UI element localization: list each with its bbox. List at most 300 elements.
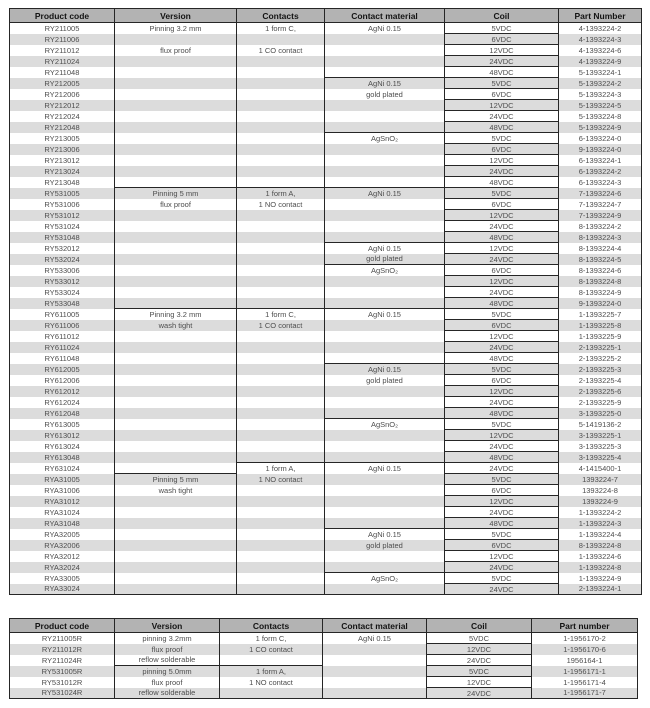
cell-product-code: RY611024 (44, 342, 80, 352)
table-row (10, 56, 642, 67)
cell-part-number: 3-1393225-0 (559, 408, 642, 419)
column-header-version: Version (115, 9, 237, 23)
column-header-product-code: Product code (10, 9, 115, 23)
cell-coil: 24VDC (445, 56, 559, 67)
cell-contact-material: AgNi 0.15 (323, 633, 427, 644)
column-header-version: Version (115, 619, 220, 633)
cell-contacts (237, 419, 325, 430)
cell-coil: 12VDC (445, 45, 559, 56)
cell-coil: 5VDC (445, 573, 559, 584)
cell-version (115, 100, 237, 111)
reflow-table-body (10, 633, 638, 699)
cell-contacts (237, 573, 325, 584)
cell-contact-material (325, 562, 445, 573)
cell-coil: 6VDC (445, 89, 559, 100)
cell-part-number: 2-1393224-1 (559, 584, 642, 595)
cell-version (115, 56, 237, 67)
cell-part-number: 7-1393224-7 (559, 199, 642, 210)
cell-contact-material: AgNi 0.15 (325, 23, 445, 34)
cell-part-number: 1393224-8 (559, 485, 642, 496)
cell-version: Pinning 5 mm (115, 474, 237, 485)
table-row (10, 507, 642, 518)
cell-coil: 48VDC (445, 408, 559, 419)
cell-product-code: RY611048 (44, 353, 80, 363)
cell-version (115, 375, 237, 386)
cell-coil: 5VDC (445, 78, 559, 89)
cell-part-number: 6-1393224-0 (559, 133, 642, 144)
cell-contact-material (325, 56, 445, 67)
table-row (10, 243, 642, 254)
cell-version (115, 364, 237, 375)
cell-version (115, 243, 237, 254)
table-row (10, 463, 642, 474)
cell-coil: 12VDC (445, 551, 559, 562)
column-header-contact-material: Contact material (325, 9, 445, 23)
cell-part-number: 1-1956170-6 (532, 644, 638, 655)
cell-contact-material (323, 677, 427, 688)
cell-contact-material (325, 177, 445, 188)
table-row (10, 144, 642, 155)
part-number-table (9, 8, 642, 595)
cell-coil: 6VDC (445, 144, 559, 155)
cell-version (115, 573, 237, 584)
cell-contacts (237, 507, 325, 518)
cell-coil: 24VDC (445, 111, 559, 122)
cell-product-code: RYA31006 (44, 485, 80, 495)
reflow-table-header (10, 619, 638, 633)
cell-contacts: 1 CO contact (237, 45, 325, 56)
cell-coil: 24VDC (445, 463, 559, 474)
cell-version: wash tight (115, 320, 237, 331)
cell-contacts: 1 form C, (220, 633, 323, 644)
cell-coil: 5VDC (445, 529, 559, 540)
cell-coil: 12VDC (427, 677, 532, 688)
table-row (10, 364, 642, 375)
cell-product-code: RY212005 (44, 78, 80, 88)
table-row (10, 298, 642, 309)
cell-contacts (237, 496, 325, 507)
cell-contact-material: AgSnO₂ (325, 419, 445, 430)
cell-contacts: 1 CO contact (220, 644, 323, 655)
cell-contacts (237, 122, 325, 133)
table-row (10, 397, 642, 408)
cell-contact-material (325, 122, 445, 133)
cell-version (115, 353, 237, 364)
cell-product-code: RY533024 (44, 287, 80, 297)
table-row (10, 100, 642, 111)
cell-contacts (237, 298, 325, 309)
cell-contacts (237, 254, 325, 265)
cell-contact-material: AgNi 0.15 (325, 78, 445, 89)
cell-coil: 6VDC (445, 34, 559, 45)
cell-contact-material: AgNi 0.15 (325, 243, 445, 254)
table-row (10, 452, 642, 463)
cell-contact-material (325, 353, 445, 364)
cell-coil: 12VDC (445, 386, 559, 397)
cell-contacts (237, 364, 325, 375)
table-row (10, 419, 642, 430)
cell-version: flux proof (115, 199, 237, 210)
cell-coil: 12VDC (445, 155, 559, 166)
cell-version (115, 67, 237, 78)
cell-part-number: 5-1419136-2 (559, 419, 642, 430)
cell-part-number: 1-1393224-3 (559, 518, 642, 529)
table-row (10, 210, 642, 221)
cell-contact-material (325, 430, 445, 441)
column-header-coil: Coil (445, 9, 559, 23)
cell-contacts (237, 177, 325, 188)
cell-coil: 5VDC (445, 309, 559, 320)
cell-contact-material (325, 100, 445, 111)
cell-part-number: 8-1393224-2 (559, 221, 642, 232)
cell-coil: 5VDC (427, 633, 532, 644)
cell-part-number: 5-1393224-3 (559, 89, 642, 100)
cell-version (115, 540, 237, 551)
table-row (10, 133, 642, 144)
cell-coil: 24VDC (445, 221, 559, 232)
cell-contact-material (325, 166, 445, 177)
cell-product-code: RY612048 (44, 408, 80, 418)
cell-contacts: 1 NO contact (237, 199, 325, 210)
table-row (10, 320, 642, 331)
cell-part-number: 2-1393225-2 (559, 353, 642, 364)
cell-product-code: RYA32005 (44, 529, 80, 539)
cell-coil: 6VDC (445, 540, 559, 551)
cell-contact-material (325, 551, 445, 562)
cell-coil: 6VDC (445, 320, 559, 331)
cell-product-code: RY213006 (44, 144, 80, 154)
cell-product-code: RY612012 (44, 386, 80, 396)
cell-coil: 6VDC (445, 265, 559, 276)
cell-coil: 5VDC (445, 474, 559, 485)
cell-contacts (237, 518, 325, 529)
cell-version (115, 276, 237, 287)
cell-product-code: RY211006 (44, 34, 80, 44)
cell-contacts (237, 166, 325, 177)
cell-contact-material: AgSnO₂ (325, 265, 445, 276)
column-header-coil: Coil (427, 619, 532, 633)
cell-product-code: RY212024 (44, 111, 80, 121)
cell-part-number: 1-1393224-6 (559, 551, 642, 562)
cell-product-code: RYA31024 (44, 507, 80, 517)
cell-part-number: 1-1393224-8 (559, 562, 642, 573)
cell-contact-material (325, 320, 445, 331)
cell-contact-material (323, 655, 427, 666)
cell-version (115, 144, 237, 155)
table-row (10, 655, 638, 666)
cell-product-code: RYA31005 (44, 474, 80, 484)
cell-part-number: 1-1393224-4 (559, 529, 642, 540)
cell-contacts (237, 133, 325, 144)
cell-part-number: 9-1393224-0 (559, 298, 642, 309)
cell-coil: 48VDC (445, 518, 559, 529)
cell-contact-material (325, 507, 445, 518)
cell-part-number: 5-1393224-1 (559, 67, 642, 78)
cell-version (115, 463, 237, 474)
cell-part-number: 7-1393224-6 (559, 188, 642, 199)
cell-contacts (237, 155, 325, 166)
cell-product-code: RY212006 (44, 89, 80, 99)
table-row (10, 485, 642, 496)
cell-coil: 12VDC (445, 331, 559, 342)
cell-contacts (237, 562, 325, 573)
cell-version (115, 122, 237, 133)
cell-contact-material (325, 397, 445, 408)
cell-version (115, 518, 237, 529)
cell-product-code: RY531024R (41, 688, 83, 698)
cell-version (115, 78, 237, 89)
cell-contact-material (323, 644, 427, 655)
cell-part-number: 1393224-9 (559, 496, 642, 507)
cell-part-number: 8-1393224-3 (559, 232, 642, 243)
cell-product-code: RY611012 (44, 331, 80, 341)
cell-contacts (237, 551, 325, 562)
cell-product-code: RYA33024 (44, 584, 80, 594)
table-row (10, 188, 642, 199)
cell-product-code: RY612005 (44, 364, 80, 374)
cell-contacts (237, 100, 325, 111)
cell-version (115, 287, 237, 298)
cell-product-code: RY531024 (44, 221, 80, 231)
cell-coil: 24VDC (445, 397, 559, 408)
cell-contact-material (325, 276, 445, 287)
cell-product-code: RY612024 (44, 397, 80, 407)
cell-coil: 48VDC (445, 353, 559, 364)
table-row (10, 441, 642, 452)
cell-version (115, 221, 237, 232)
cell-product-code: RY531005 (44, 188, 80, 198)
cell-part-number: 4-1393224-2 (559, 23, 642, 34)
header-row (10, 9, 642, 23)
table-row (10, 688, 638, 699)
cell-contacts (237, 221, 325, 232)
table-row (10, 353, 642, 364)
cell-contacts (237, 529, 325, 540)
cell-contacts (237, 540, 325, 551)
cell-version (115, 529, 237, 540)
cell-version: pinning 3.2mm (115, 633, 220, 644)
table-row (10, 342, 642, 353)
cell-part-number: 9-1393224-0 (559, 144, 642, 155)
cell-version: reflow solderable (115, 688, 220, 699)
cell-contact-material (325, 155, 445, 166)
cell-contact-material: gold plated (325, 540, 445, 551)
cell-product-code: RY213005 (44, 133, 80, 143)
cell-version: flux proof (115, 644, 220, 655)
cell-contacts: 1 NO contact (220, 677, 323, 688)
table-row (10, 34, 642, 45)
table-row (10, 177, 642, 188)
cell-product-code: RY531048 (44, 232, 80, 242)
cell-version (115, 452, 237, 463)
cell-coil: 5VDC (445, 188, 559, 199)
cell-contact-material (325, 496, 445, 507)
cell-contacts (237, 34, 325, 45)
cell-version: Pinning 3.2 mm (115, 23, 237, 34)
cell-part-number: 6-1393224-2 (559, 166, 642, 177)
cell-product-code: RY212048 (44, 122, 80, 132)
cell-contact-material: gold plated (325, 254, 445, 265)
cell-contact-material (325, 584, 445, 595)
cell-coil: 48VDC (445, 452, 559, 463)
table-row (10, 276, 642, 287)
cell-coil: 6VDC (445, 199, 559, 210)
table-row (10, 23, 642, 34)
cell-version (115, 507, 237, 518)
cell-coil: 12VDC (445, 210, 559, 221)
cell-contacts (237, 89, 325, 100)
cell-part-number: 1-1393224-9 (559, 573, 642, 584)
cell-coil: 24VDC (427, 688, 532, 699)
cell-contact-material (325, 298, 445, 309)
cell-contact-material: AgNi 0.15 (325, 463, 445, 474)
cell-product-code: RY611005 (44, 309, 80, 319)
cell-coil: 48VDC (445, 122, 559, 133)
cell-contact-material (325, 45, 445, 56)
cell-product-code: RY611006 (44, 320, 80, 330)
cell-part-number: 8-1393224-8 (559, 276, 642, 287)
cell-product-code: RY213012 (44, 155, 80, 165)
cell-part-number: 8-1393224-8 (559, 540, 642, 551)
cell-part-number: 1-1393225-8 (559, 320, 642, 331)
cell-contacts (237, 375, 325, 386)
cell-contact-material: AgNi 0.15 (325, 364, 445, 375)
cell-version (115, 551, 237, 562)
cell-version (115, 210, 237, 221)
cell-part-number: 1-1956171-7 (532, 688, 638, 699)
cell-coil: 48VDC (445, 67, 559, 78)
cell-version (115, 232, 237, 243)
cell-version (115, 386, 237, 397)
column-header-part-number: Part number (532, 619, 638, 633)
cell-contacts (237, 67, 325, 78)
cell-product-code: RY212012 (44, 100, 80, 110)
cell-product-code: RYA32012 (44, 551, 80, 561)
cell-coil: 12VDC (445, 430, 559, 441)
table-row (10, 122, 642, 133)
cell-coil: 12VDC (445, 496, 559, 507)
table-row (10, 474, 642, 485)
cell-contact-material: gold plated (325, 89, 445, 100)
cell-coil: 24VDC (445, 166, 559, 177)
cell-version (115, 177, 237, 188)
cell-part-number: 2-1393225-3 (559, 364, 642, 375)
cell-product-code: RYA32024 (44, 562, 80, 572)
cell-contacts (237, 287, 325, 298)
cell-version (115, 155, 237, 166)
part-number-table-header (10, 9, 642, 23)
table-row (10, 644, 638, 655)
cell-coil: 24VDC (445, 342, 559, 353)
cell-coil: 6VDC (445, 485, 559, 496)
table-row (10, 584, 642, 595)
cell-part-number: 1-1393224-2 (559, 507, 642, 518)
cell-contacts (237, 397, 325, 408)
cell-version: wash tight (115, 485, 237, 496)
column-header-contact-material: Contact material (323, 619, 427, 633)
cell-coil: 12VDC (427, 644, 532, 655)
table-row (10, 89, 642, 100)
table-row (10, 111, 642, 122)
cell-product-code: RY612006 (44, 375, 80, 385)
cell-version: Pinning 3.2 mm (115, 309, 237, 320)
cell-contacts (237, 243, 325, 254)
cell-contacts (237, 56, 325, 67)
cell-version (115, 166, 237, 177)
cell-contacts: 1 form A, (237, 188, 325, 199)
cell-coil: 48VDC (445, 232, 559, 243)
cell-part-number: 7-1393224-9 (559, 210, 642, 221)
table-row (10, 331, 642, 342)
cell-contacts (237, 408, 325, 419)
cell-coil: 5VDC (445, 23, 559, 34)
cell-contact-material: AgNi 0.15 (325, 309, 445, 320)
cell-contacts (220, 655, 323, 666)
cell-product-code: RY211024 (44, 56, 80, 66)
cell-product-code: RY533012 (44, 276, 80, 286)
cell-contacts (237, 111, 325, 122)
cell-contact-material (325, 210, 445, 221)
column-header-part-number: Part Number (559, 9, 642, 23)
table-row (10, 232, 642, 243)
cell-part-number: 8-1393224-4 (559, 243, 642, 254)
table-row (10, 666, 638, 677)
cell-product-code: RY613012 (44, 430, 80, 440)
cell-version (115, 89, 237, 100)
cell-contacts: 1 form A, (237, 463, 325, 474)
cell-product-code: RY531012R (41, 677, 83, 687)
cell-version: reflow solderable (115, 655, 220, 666)
cell-part-number: 1-1956170-2 (532, 633, 638, 644)
reflow-part-number-table (9, 618, 638, 699)
cell-contacts: 1 NO contact (237, 474, 325, 485)
cell-contacts (237, 232, 325, 243)
cell-part-number: 4-1415400-1 (559, 463, 642, 474)
cell-product-code: RY211005R (41, 633, 83, 643)
cell-part-number: 4-1393224-9 (559, 56, 642, 67)
table-row (10, 677, 638, 688)
table-row (10, 408, 642, 419)
cell-contacts: 1 CO contact (237, 320, 325, 331)
table-row (10, 287, 642, 298)
cell-product-code: RY531006 (44, 199, 80, 209)
table-row (10, 633, 638, 644)
table-row (10, 78, 642, 89)
cell-contact-material (325, 111, 445, 122)
cell-part-number: 6-1393224-3 (559, 177, 642, 188)
cell-part-number: 8-1393224-9 (559, 287, 642, 298)
cell-contact-material (325, 408, 445, 419)
cell-product-code: RY613048 (44, 452, 80, 462)
cell-product-code: RY631024 (44, 463, 80, 473)
cell-contact-material: AgSnO₂ (325, 573, 445, 584)
cell-product-code: RY531005R (41, 666, 83, 676)
cell-coil: 24VDC (427, 655, 532, 666)
cell-contacts: 1 form A, (220, 666, 323, 677)
cell-coil: 24VDC (445, 441, 559, 452)
table-row (10, 562, 642, 573)
cell-product-code: RY531012 (44, 210, 80, 220)
cell-part-number: 4-1393224-6 (559, 45, 642, 56)
column-header-contacts: Contacts (237, 9, 325, 23)
cell-product-code: RY211005 (44, 23, 80, 33)
cell-contacts (237, 265, 325, 276)
cell-version (115, 111, 237, 122)
table-row (10, 496, 642, 507)
cell-version: pinning 5.0mm (115, 666, 220, 677)
cell-version (115, 254, 237, 265)
cell-coil: 12VDC (445, 243, 559, 254)
